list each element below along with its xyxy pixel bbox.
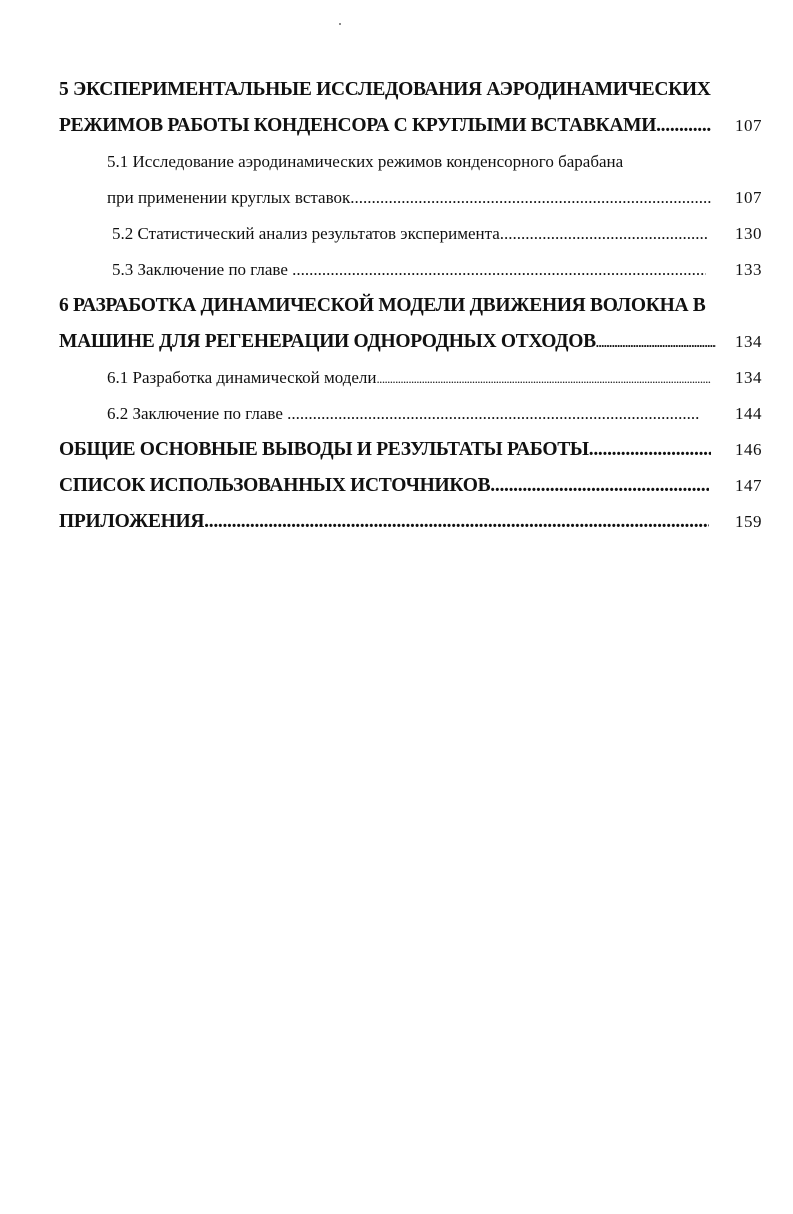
- toc-entry-text: МАШИНЕ ДЛЯ РЕГЕНЕРАЦИИ ОДНОРОДНЫХ ОТХОДОВ: [59, 331, 596, 352]
- toc-page-number: 147: [735, 476, 762, 495]
- toc-entry-appendices[interactable]: [0, 504, 793, 540]
- toc-entry-chapter-5-line-1: [0, 72, 793, 108]
- toc-page-number: 130: [735, 224, 762, 243]
- toc-entry-text: при применении круглых вставок: [107, 188, 351, 207]
- toc-entry-text: 5.3 Заключение по главе: [112, 260, 293, 279]
- toc-page-number: 134: [735, 332, 762, 351]
- toc-entry-text: 6.1 Разработка динамической модели: [107, 368, 377, 387]
- toc-entry-text: 6.2 Заключение по главе: [107, 404, 288, 423]
- toc-entry-6-2[interactable]: [0, 396, 793, 432]
- toc-entry-conclusions[interactable]: [0, 432, 793, 468]
- toc-entry-text: СПИСОК ИСПОЛЬЗОВАННЫХ ИСТОЧНИКОВ: [59, 475, 491, 496]
- toc-entry-text: ОБЩИЕ ОСНОВНЫЕ ВЫВОДЫ И РЕЗУЛЬТАТЫ РАБОТЫ: [59, 439, 589, 460]
- toc-entry-text: 6 РАЗРАБОТКА ДИНАМИЧЕСКОЙ МОДЕЛИ ДВИЖЕНИЯ ВОЛОКНА В: [59, 295, 706, 316]
- table-of-contents: [0, 72, 793, 540]
- toc-entry-chapter-5-line-2[interactable]: [0, 108, 793, 144]
- toc-page-number: 159: [735, 512, 762, 531]
- toc-page-number: 146: [735, 440, 762, 459]
- toc-page-number: 133: [735, 260, 762, 279]
- toc-entry-text: 5 ЭКСПЕРИМЕНТАЛЬНЫЕ ИССЛЕДОВАНИЯ АЭРОДИНАМИЧЕСКИХ: [59, 79, 711, 100]
- toc-entry-text: 5.2 Статистический анализ результатов эксперимента: [112, 224, 500, 243]
- toc-entry-text: 5.1 Исследование аэродинамических режимов конденсорного барабана: [107, 152, 624, 171]
- toc-entry-6-1[interactable]: [0, 360, 793, 396]
- toc-entry-text: ПРИЛОЖЕНИЯ: [59, 511, 205, 532]
- toc-page-number: 134: [735, 368, 762, 387]
- scan-speck: [339, 23, 341, 25]
- toc-page-number: 144: [735, 404, 762, 423]
- toc-entry-5-1-line-1: [0, 144, 793, 180]
- toc-entry-references[interactable]: [0, 468, 793, 504]
- toc-entry-5-2[interactable]: [0, 216, 793, 252]
- toc-entry-chapter-6-line-2[interactable]: [0, 324, 793, 360]
- toc-entry-text: РЕЖИМОВ РАБОТЫ КОНДЕНСОРА С КРУГЛЫМИ ВСТАВКАМИ: [59, 115, 657, 136]
- toc-page-number: 107: [735, 116, 762, 135]
- toc-page-number: 107: [735, 188, 762, 207]
- toc-entry-chapter-6-line-1: [0, 288, 793, 324]
- toc-entry-5-1-line-2[interactable]: [0, 180, 793, 216]
- toc-entry-5-3[interactable]: [0, 252, 793, 288]
